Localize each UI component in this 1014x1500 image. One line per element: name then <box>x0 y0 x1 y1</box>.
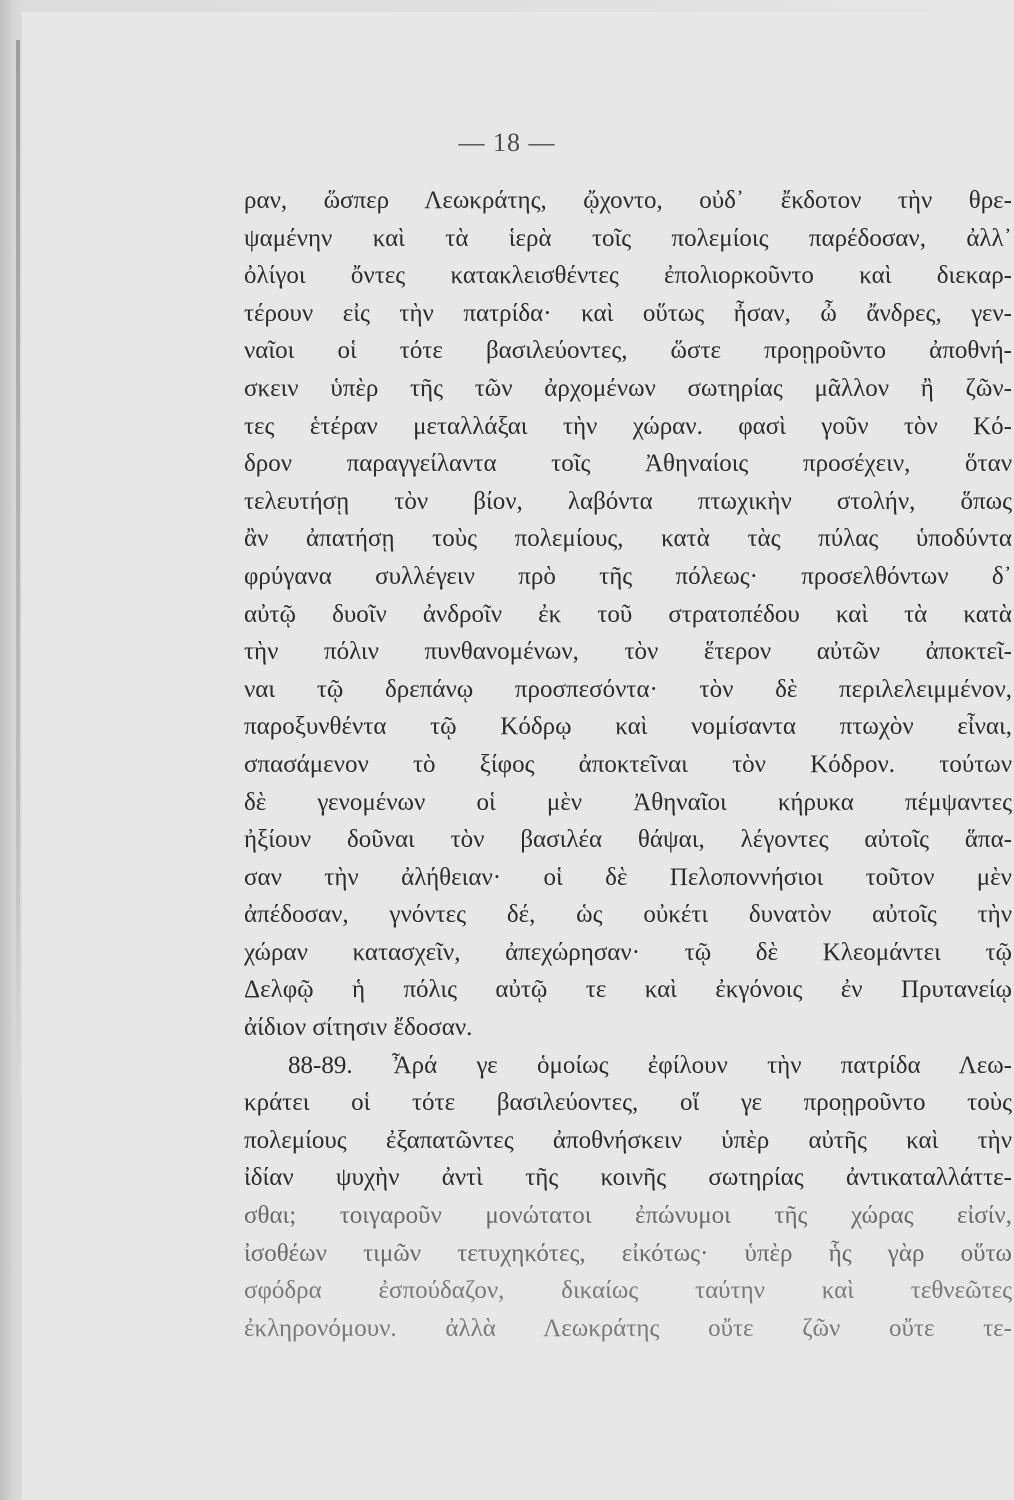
text-line-7: τες ἑτέραν μεταλλάξαι τὴν χώραν. φασὶ γοῦν τὸν Κό- <box>244 412 1012 440</box>
text-line-21: χώραν κατασχεῖν, ἀπεχώρησαν· τῷ δὲ Κλεομάντει τῷ <box>244 938 1012 966</box>
text-line-31: ἐκληρονόμουν. ἀλλὰ Λεωκράτης οὔτε ζῶν οὔτε τε- <box>244 1314 1012 1342</box>
text-line-5: ναῖοι οἱ τότε βασιλεύοντες, ὥστε προῃροῦντο ἀποθνή- <box>244 337 1012 365</box>
text-line-28: σθαι; τοιγαροῦν μονώτατοι ἐπώνυμοι τῆς χώρας εἰσίν, <box>244 1202 1012 1230</box>
text-line-29: ἰσοθέων τιμῶν τετυχηκότες, εἰκότως· ὑπὲρ ἧς γὰρ οὕτω <box>244 1239 1012 1267</box>
text-line-3: ὀλίγοι ὄντες κατακλεισθέντες ἐπολιορκοῦντο καὶ διεκαρ- <box>244 262 1012 290</box>
text-line-19: σαν τὴν ἀλήθειαν· οἱ δὲ Πελοποννήσιοι τοῦτον μὲν <box>244 863 1012 891</box>
text-line-10: ἂν ἀπατήσῃ τοὺς πολεμίους, κατὰ τὰς πύλας ὑποδύντα <box>244 525 1012 553</box>
text-line-26: πολεμίους ἐξαπατῶντες ἀποθνήσκειν ὑπὲρ αὐτῆς καὶ τὴν <box>244 1126 1012 1154</box>
text-line-25: κράτει οἱ τότε βασιλεύοντες, οἵ γε προῃροῦντο τοὺς <box>244 1089 1012 1117</box>
text-line-22: Δελφῷ ἡ πόλις αὐτῷ τε καὶ ἐκγόνοις ἐν Πρυτανείῳ <box>244 976 1012 1004</box>
text-line-16: σπασάμενον τὸ ξίφος ἀποκτεῖναι τὸν Κόδρον. τούτων <box>244 750 1012 778</box>
text-line-20: ἀπέδοσαν, γνόντες δέ, ὡς οὐκέτι δυνατὸν αὐτοῖς τὴν <box>244 901 1012 929</box>
body-text <box>244 182 1012 1347</box>
text-line-15: παροξυνθέντα τῷ Κόδρῳ καὶ νομίσαντα πτωχὸν εἶναι, <box>244 713 1012 741</box>
binding-edge-shadow <box>16 40 20 1100</box>
page-number: — 18 — <box>458 128 556 157</box>
text-line-11: φρύγανα συλλέγειν πρὸ τῆς πόλεως· προσελθόντων δ᾽ <box>244 562 1012 590</box>
text-line-9: τελευτήσῃ τὸν βίον, λαβόντα πτωχικὴν στολήν, ὅπως <box>244 487 1012 515</box>
text-line-4: τέρουν εἰς τὴν πατρίδα· καὶ οὕτως ἦσαν, ὦ ἄνδρες, γεν- <box>244 299 1012 327</box>
text-line-23: ἀίδιον σίτησιν ἔδοσαν. <box>244 1014 473 1042</box>
text-line-13: τὴν πόλιν πυνθανομένων, τὸν ἕτερον αὐτῶν ἀποκτεῖ- <box>244 638 1012 666</box>
text-line-18: ἠξίουν δοῦναι τὸν βασιλέα θάψαι, λέγοντες αὐτοῖς ἅπα- <box>244 826 1012 854</box>
text-line-24: 88-89. Ἆρά γε ὁμοίως ἐφίλουν τὴν πατρίδα Λεω- <box>288 1051 1012 1079</box>
text-line-6: σκειν ὑπὲρ τῆς τῶν ἀρχομένων σωτηρίας μᾶλλον ἢ ζῶν- <box>244 374 1012 402</box>
text-line-14: ναι τῷ δρεπάνῳ προσπεσόντα· τὸν δὲ περιλελειμμένον, <box>244 675 1012 703</box>
text-line-2: ψαμένην καὶ τὰ ἱερὰ τοῖς πολεμίοις παρέδοσαν, ἀλλ᾽ <box>244 224 1012 252</box>
text-line-17: δὲ γενομένων οἱ μὲν Ἀθηναῖοι κήρυκα πέμψαντες <box>244 788 1012 816</box>
text-line-27: ἰδίαν ψυχὴν ἀντὶ τῆς κοινῆς σωτηρίας ἀντικαταλλάττε- <box>244 1164 1012 1192</box>
text-line-8: δρον παραγγείλαντα τοῖς Ἀθηναίοις προσέχειν, ὅταν <box>244 450 1012 478</box>
text-line-30: σφόδρα ἐσπούδαζον, δικαίως ταύτην καὶ τεθνεῶτες <box>244 1277 1012 1305</box>
text-line-12: αὐτῷ δυοῖν ἀνδροῖν ἐκ τοῦ στρατοπέδου καὶ τὰ κατὰ <box>244 600 1012 628</box>
text-line-1: ραν, ὥσπερ Λεωκράτης, ᾤχοντο, οὐδ᾽ ἔκδοτον τὴν θρε- <box>244 187 1012 214</box>
